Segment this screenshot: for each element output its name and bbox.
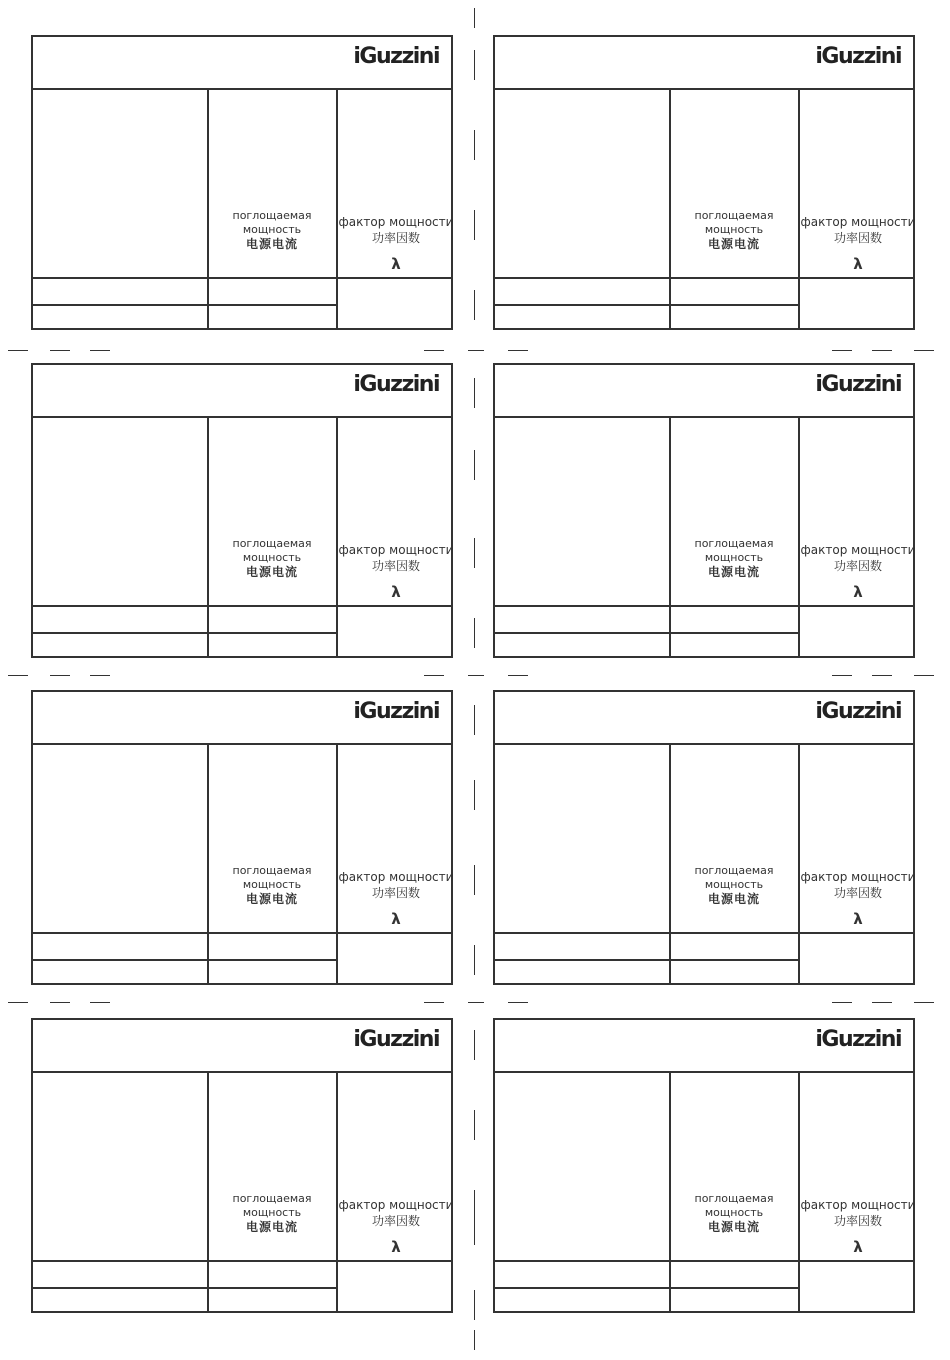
row-divider — [495, 959, 798, 961]
lambda-symbol: λ — [391, 910, 401, 928]
product-label — [493, 690, 915, 985]
crop-mark — [508, 1002, 528, 1003]
product-label — [31, 363, 453, 658]
absorbed-power-ru-line2: мощность — [704, 1206, 764, 1219]
product-label — [31, 1018, 453, 1313]
row-divider — [33, 277, 451, 279]
crop-mark — [474, 780, 475, 810]
row-divider — [33, 1260, 451, 1262]
power-factor-ru: фактор мощности — [338, 543, 454, 557]
crop-mark — [8, 350, 28, 351]
crop-mark — [474, 210, 475, 240]
crop-mark — [474, 290, 475, 320]
label-header — [33, 1020, 451, 1073]
crop-mark — [474, 618, 475, 648]
row-divider — [495, 632, 798, 634]
crop-mark — [508, 675, 528, 676]
crop-mark — [474, 8, 475, 28]
row-divider — [495, 605, 913, 607]
crop-mark — [474, 130, 475, 160]
absorbed-power-ru-line2: мощность — [704, 878, 764, 891]
row-divider — [495, 304, 798, 306]
crop-mark — [832, 350, 852, 351]
brand-logo: iGuzzini — [815, 372, 901, 397]
brand-logo: iGuzzini — [353, 372, 439, 397]
crop-mark — [914, 1002, 934, 1003]
absorbed-power-ru-line1: поглощаемая — [694, 1192, 774, 1205]
absorbed-power-heading — [208, 209, 336, 251]
power-factor-ru: фактор мощности — [338, 215, 454, 229]
column-divider — [336, 88, 338, 330]
power-factor-cn: 功率因数 — [371, 559, 420, 573]
column-divider — [207, 416, 209, 656]
absorbed-power-heading — [670, 209, 798, 251]
absorbed-power-ru-line2: мощность — [704, 551, 764, 564]
column-divider — [207, 1071, 209, 1311]
power-factor-heading — [337, 214, 455, 272]
absorbed-power-ru-line2: мощность — [242, 551, 302, 564]
absorbed-power-cn: 电源电流 — [707, 1220, 760, 1234]
row-divider — [495, 1287, 798, 1289]
crop-mark — [468, 675, 484, 676]
crop-mark — [474, 1110, 475, 1140]
crop-mark — [474, 1215, 475, 1245]
crop-mark — [914, 675, 934, 676]
label-header — [495, 365, 913, 418]
lambda-symbol: λ — [391, 255, 401, 273]
product-label — [31, 690, 453, 985]
crop-mark — [90, 1002, 110, 1003]
lambda-symbol: λ — [853, 1238, 863, 1256]
crop-mark — [90, 675, 110, 676]
absorbed-power-ru-line1: поглощаемая — [232, 209, 312, 222]
column-divider — [669, 1071, 671, 1311]
crop-mark — [474, 50, 475, 80]
label-header — [495, 692, 913, 745]
absorbed-power-cn: 电源电流 — [245, 892, 298, 906]
row-divider — [33, 632, 336, 634]
crop-mark — [872, 350, 892, 351]
label-header — [495, 1020, 913, 1073]
power-factor-heading — [799, 869, 917, 927]
crop-mark — [914, 350, 934, 351]
crop-mark — [474, 1030, 475, 1060]
power-factor-cn: 功率因数 — [833, 886, 882, 900]
brand-logo: iGuzzini — [815, 699, 901, 724]
absorbed-power-heading — [208, 864, 336, 906]
row-divider — [33, 932, 451, 934]
crop-mark — [50, 675, 70, 676]
absorbed-power-cn: 电源电流 — [707, 237, 760, 251]
column-divider — [207, 88, 209, 328]
crop-mark — [90, 350, 110, 351]
lambda-symbol: λ — [853, 255, 863, 273]
absorbed-power-heading — [670, 537, 798, 579]
absorbed-power-ru-line1: поглощаемая — [694, 537, 774, 550]
absorbed-power-cn: 电源电流 — [245, 565, 298, 579]
crop-mark — [474, 378, 475, 408]
column-divider — [336, 1071, 338, 1313]
crop-mark — [474, 450, 475, 480]
power-factor-ru: фактор мощности — [800, 215, 916, 229]
column-divider — [207, 743, 209, 983]
crop-mark — [474, 1290, 475, 1320]
label-header — [33, 692, 451, 745]
power-factor-ru: фактор мощности — [800, 543, 916, 557]
crop-mark — [474, 945, 475, 975]
lambda-symbol: λ — [853, 583, 863, 601]
column-divider — [336, 416, 338, 658]
column-divider — [669, 88, 671, 328]
row-divider — [33, 959, 336, 961]
row-divider — [495, 1260, 913, 1262]
power-factor-cn: 功率因数 — [371, 1214, 420, 1228]
absorbed-power-ru-line2: мощность — [704, 223, 764, 236]
column-divider — [798, 416, 800, 658]
lambda-symbol: λ — [853, 910, 863, 928]
lambda-symbol: λ — [391, 1238, 401, 1256]
crop-mark — [474, 865, 475, 895]
absorbed-power-ru-line1: поглощаемая — [232, 1192, 312, 1205]
row-divider — [33, 1287, 336, 1289]
absorbed-power-heading — [670, 1192, 798, 1234]
absorbed-power-ru-line1: поглощаемая — [694, 864, 774, 877]
label-header — [495, 37, 913, 90]
absorbed-power-cn: 电源电流 — [707, 892, 760, 906]
absorbed-power-cn: 电源电流 — [245, 237, 298, 251]
brand-logo: iGuzzini — [815, 1027, 901, 1052]
crop-mark — [474, 1330, 475, 1350]
power-factor-heading — [337, 1197, 455, 1255]
product-label — [31, 35, 453, 330]
absorbed-power-cn: 电源电流 — [245, 1220, 298, 1234]
crop-mark — [872, 1002, 892, 1003]
power-factor-heading — [337, 869, 455, 927]
row-divider — [495, 277, 913, 279]
power-factor-cn: 功率因数 — [833, 559, 882, 573]
column-divider — [336, 743, 338, 985]
power-factor-heading — [337, 542, 455, 600]
crop-mark — [50, 350, 70, 351]
crop-mark — [468, 350, 484, 351]
product-label — [493, 35, 915, 330]
power-factor-cn: 功率因数 — [833, 1214, 882, 1228]
crop-mark — [8, 1002, 28, 1003]
product-label — [493, 1018, 915, 1313]
brand-logo: iGuzzini — [353, 1027, 439, 1052]
lambda-symbol: λ — [391, 583, 401, 601]
power-factor-heading — [799, 1197, 917, 1255]
absorbed-power-heading — [208, 1192, 336, 1234]
power-factor-ru: фактор мощности — [800, 870, 916, 884]
crop-mark — [424, 675, 444, 676]
crop-mark — [508, 350, 528, 351]
column-divider — [669, 743, 671, 983]
power-factor-cn: 功率因数 — [371, 886, 420, 900]
power-factor-ru: фактор мощности — [338, 1198, 454, 1212]
crop-mark — [474, 538, 475, 568]
crop-mark — [424, 1002, 444, 1003]
brand-logo: iGuzzini — [353, 44, 439, 69]
column-divider — [669, 416, 671, 656]
absorbed-power-heading — [670, 864, 798, 906]
power-factor-heading — [799, 214, 917, 272]
brand-logo: iGuzzini — [353, 699, 439, 724]
column-divider — [798, 1071, 800, 1313]
absorbed-power-ru-line2: мощность — [242, 1206, 302, 1219]
absorbed-power-heading — [208, 537, 336, 579]
crop-mark — [832, 1002, 852, 1003]
brand-logo: iGuzzini — [815, 44, 901, 69]
power-factor-heading — [799, 542, 917, 600]
power-factor-cn: 功率因数 — [833, 231, 882, 245]
crop-mark — [832, 675, 852, 676]
absorbed-power-ru-line1: поглощаемая — [232, 537, 312, 550]
crop-mark — [8, 675, 28, 676]
crop-mark — [424, 350, 444, 351]
power-factor-cn: 功率因数 — [371, 231, 420, 245]
crop-mark — [872, 675, 892, 676]
crop-mark — [468, 1002, 484, 1003]
power-factor-ru: фактор мощности — [338, 870, 454, 884]
absorbed-power-ru-line1: поглощаемая — [232, 864, 312, 877]
crop-mark — [50, 1002, 70, 1003]
crop-mark — [474, 705, 475, 735]
column-divider — [798, 88, 800, 330]
absorbed-power-ru-line2: мощность — [242, 878, 302, 891]
absorbed-power-cn: 电源电流 — [707, 565, 760, 579]
column-divider — [798, 743, 800, 985]
absorbed-power-ru-line2: мощность — [242, 223, 302, 236]
row-divider — [33, 605, 451, 607]
product-label — [493, 363, 915, 658]
row-divider — [33, 304, 336, 306]
absorbed-power-ru-line1: поглощаемая — [694, 209, 774, 222]
label-header — [33, 37, 451, 90]
row-divider — [495, 932, 913, 934]
power-factor-ru: фактор мощности — [800, 1198, 916, 1212]
label-header — [33, 365, 451, 418]
